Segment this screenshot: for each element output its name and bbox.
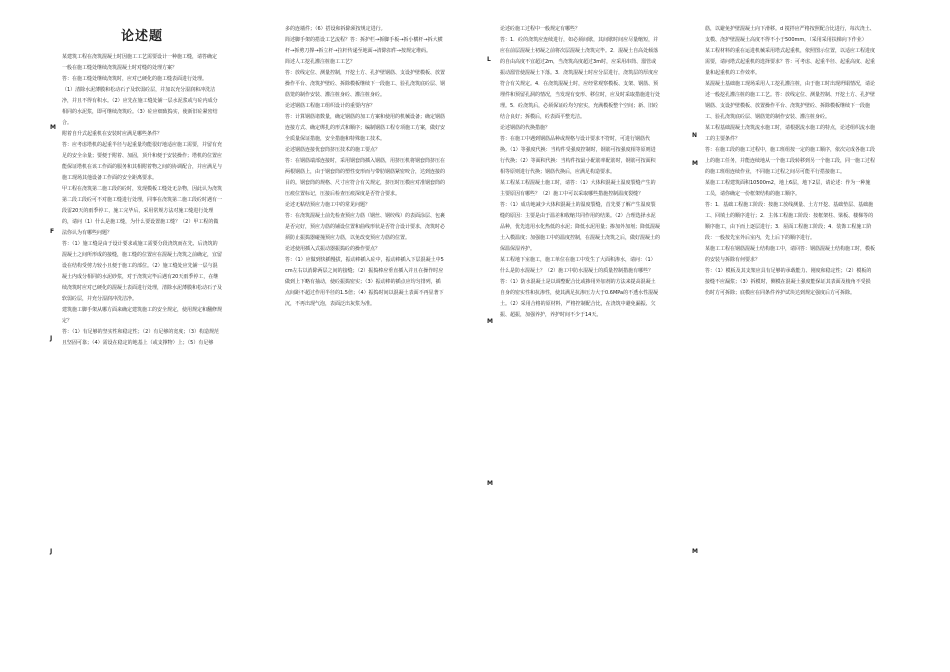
margin-mark: M [692,160,698,167]
paragraph: 答：在浇筑混凝土前先检查预应力筋（钢丝、钢绞线）的表面涂层、包裹是否完好，预应力筋的铺设位置和曲线形状是否符合设计要求，浇筑时必须防止振捣器碰撞预应力筋，以免改变预应力筋的位置。 [285,213,446,241]
paragraph: （1）清除水泥薄膜和松动石子及软弱砼层，并加以充分湿润和冲洗洁净，并且不得有积水。（2）应先在施工缝处铺一层水泥浆或与砼内成分相同的水泥浆，即可继续浇筑砼。（3）砼应细致捣实，使新旧砼紧密结合。 [62,87,218,126]
margin-mark: J [50,335,53,342]
paragraph: 答：（1）有足够的坚实性和稳定性；（2）有足够的宽度；（3）构造规范且坚固可靠；（4）需设在稳定的地基上（或支撑物）上；（5）有足够 [62,329,220,346]
paragraph: 简述脚手架的搭设工艺流程？答：拆护栏→拆脚手板→拆小横杆→拆大横杆→拆剪刀撑→拆立杆→拉杆传递至地面→清除扣件→按规定堆码。 [285,37,443,54]
paragraph: 论述砼施工过程中一般规定有哪些？ [500,26,581,32]
margin-mark: M [692,548,698,555]
paragraph: 答：计算钢筋诸数量，确定钢筋的加工方案和使用的机械设备；确定钢筋连接方式、确定绑扎的形式和顺序；编制钢筋工程专项施工方案，做好安全质量保证措施，安全措施和特殊施工技术。 [285,114,446,142]
paragraph: 答：放线定位、测量控制，开挖土方、孔护壁钢筋、支设护壁模板、放置操作平台、浇筑护壁砼、拆除模板继续下一段施工、验孔浇筑底砼层、钢筋笼的制作安装、灌注桩身砼、灌注桩身砼。 [285,70,446,98]
paragraph: 答：1．砼的浇筑应连续进行，如必须间歇，其间歇时间应尽量缩短，并应在前层混凝土初凝之前将次层混凝土浇筑完毕。2．混凝土自高处倾落的自由高度不宜超过2m，当浇筑高度超过3m时，应采用串筒、溜管或振动溜管使混凝土下落。3．浇筑混凝土时应分层进行，浇筑层的厚度应符合有关规定。4．在浇筑混凝土时，应经常观察模板、支架、钢筋、预埋件和预留孔洞的情况，当发现有变形、移位时，应及时采取措施进行处理。5．砼浇筑后，必须保证砼均匀密实，充满模板整个空间；新、旧砼结合良好；拆模后，砼表面平整光洁。 [500,37,661,120]
paragraph: 论述钢筋的代换措施？ [500,125,551,131]
paragraph: 某混凝土基础施工现场采用人工挖孔灌注桩，由于施工时出现坍塌情况，请论述一般挖孔灌注桩的施工工艺。答：放线定位、测量控制、开挖土方、孔护壁钢筋、支设护壁模板、放置操作平台、浇筑护壁砼、拆除模板继续下一段施工、验孔浇筑底砼层、钢筋笼的制作安装、灌注桩身砼。 [705,81,876,120]
paragraph: 答：1．基础工程施工阶段：按施工放线测量、土方开挖、基础垫层、基础施工、回填土的顺序进行；2．主体工程施工阶段：按框架柱、梁板、楼梯等的顺序施工，由下而上逐层进行；3．屋面工程施工阶段；4．装饰工程施工阶段：一般按先室外后室内，先上后下的顺序进行。 [705,202,874,241]
paragraph: 某工程某工程混凝土施工时，请答：（1）大体积混凝土温度裂缝产生的主要原因有哪些？（2）施工中可以采取哪些措施控制温度裂缝？ [500,180,656,197]
column-4 [705,24,875,299]
paragraph: 某施工工程在钢筋混凝土结构施工中，请回答：钢筋混凝土结构施工时，模板的安装与拆除有何要求？ [705,246,876,263]
column-3 [500,24,660,321]
paragraph: 某工程材料的重在运进机械采用塔式起重机，依照图示位置，以适应工程进度需要，请问塔式起重机的选择要求？答：可考虑、起重半径、起重高度、起重量和起重机的工作效率。 [705,48,876,76]
paragraph: 论述钢筋连接优套筒挤压技术的施工要点？ [285,147,381,153]
paragraph: 简述人工挖孔灌注桩施工工艺？ [285,59,356,65]
margin-mark: F [50,228,55,235]
paragraph: 答：（1）防水混凝土是以调整配合比或掺用外加剂的方法来提高混凝土自身的密实性和抗渗性，使其满足抗渗压力大于0.6MPa的不透水性混凝土。（2）采用合格的原材料，严格控制配合比，在浇筑中避免漏振、欠振、超振，加强养护，养护时间不少于14天。 [500,279,659,318]
paragraph: 一般在施工缝处继续浇筑混凝土时对缝的处理方案？ [62,65,178,71]
paragraph: 论述钢筋工程施工组织设计的重要内容？ [285,103,376,109]
paragraph: 某工程地下室施工，施工单位在施工中发生了大面积渗水，请问：（1）什么是防水混凝土？（2）施工中防水混凝土的质量控制措施有哪些？ [500,257,656,274]
paragraph: 某工程基础混凝土浇筑流水施工时，请根据流水施工的特点，论述组织流水施工的主要条件？ [705,125,876,142]
margin-mark: J [50,548,53,555]
paragraph: 答：在施工中遇到钢筋品种或规格与设计要求不符时，可进行钢筋代换。（1）等强度代换：当构件受强度控制时，钢筋可按强度相等原则进行代换；（2）等面积代换：当构件按最小配筋率配筋时，钢筋可按面积相等原则进行代换；钢筋代换后，应满足构造要求。 [500,136,656,175]
paragraph: 答：在施工段的施工过程中，施工班组按一定的施工顺序，依次完成各施工段上的施工任务，并能连续地从一个施工段转移到另一个施工段，同一施工过程的施工班组连续作业，不同施工过程之间尽可能平行搭接施工。 [705,147,876,175]
paragraph: 答：应考虑塔机的起重半径与起重量均能很好地适应施工需要，并留有充足的安全余量；要便于附着、加固，顶升和便于安装操作；塔机的位置应能保证塔机在该工作面的服务和其相附着物之间的协调配合，并应满足与施工现场其他设备工作面的安全距离要求。 [62,142,223,181]
margin-mark: M [487,480,493,487]
paragraph: 论述无粘结预应力施工中的常见问题？ [285,202,371,208]
margin-mark: M [50,124,56,131]
paragraph: 多的连墙件；（6）搭设和拆除须按规定进行。 [285,26,386,32]
paragraph: 答：在施工缝处继续浇筑时，应对已硬化的施工缝表面进行处理。 [62,76,208,82]
paragraph: 甲工程在浇筑第二施工段的砼时，发现模板工缝处无杂物，因此认为浇筑第二段工段砼可不对施工缝进行处理，同事在浇筑第二施工段砼时遇有一段雷20天的雨季停工，施工完毕后，采用常规方法对施工缝进行处理的，请问（1）什么是施工缝，为什么要设置施工缝？（2）甲工程的做法你认为有哪些问题？ [62,186,223,236]
column-1 [62,24,222,349]
margin-mark: N [692,132,698,139]
margin-mark: M [487,318,493,325]
margin-mark: L [487,56,491,63]
paragraph: 论述使用插入式振动器振捣砼的操作要点？ [285,246,381,252]
paragraph: 某建筑工程在浇筑混凝土时因施工工艺需要设计一种施工缝，请答确定 [62,54,218,60]
paragraph: 答：在钢筋端部连接时，采用钢套筒插入钢筋，用挤压机将钢套筒挤压在两根钢筋上，由于钢套筒的塑性变形而与带肋钢筋紧密咬合，达到连接的目的。钢套筒的规格、尺寸应符合有关规定，挤压时压模应对准钢套筒的压痕位置标记，压接后检查压痕深度是否符合要求。 [285,158,446,197]
page-title: 论述题 [120,29,163,44]
paragraph: 建筑施工脚手架从哪方面来确定建筑施工的安全规定，使用规定和翻修规定？ [62,307,223,324]
paragraph: 答：（1）施工缝是由于设计要求或施工需要分段浇筑而在先、后浇筑的混凝土之间所形成的接缝，施工缝的位置应在混凝土浇筑之前确定，宜留设在结构受剪力较小且便于施工的部位。（2）施工缝处应先铺一层与混凝土内成分相同的水泥砂浆，对于浇筑完毕后遇有20天雨季停工，在继续浇筑时应对已硬化的混凝土表面进行处理，清除水泥薄膜和松动石子及软弱砼层，并充分湿润冲洗洁净。 [62,241,223,302]
paragraph: 答：（1）成功地减少大体积混凝土的温度裂缝，首先要了解产生温度裂缝的原因：主要是由于温差和收缩共同作用的结果。（2）合理选择水泥品种，优先选用水化热低的水泥；降低水泥用量；掺加外加剂；降低混凝土入模温度；加强施工中的温度控制，在混凝土浇筑之后，做好混凝土的保温保湿养护。 [500,202,661,252]
paragraph: 筋，以避免护壁混凝土向下滑移。d 搅拌应严格按照配合比进行，每次浇土、支模、浇护壁混凝土高度不得不小于500mm。（采用采用扶梯向下作业） [705,26,875,43]
column-2 [285,24,445,310]
paragraph: 答：（1）模板及其支架应具有足够的承载能力、刚度和稳定性；（2）模板的接缝不应漏浆；（3）拆模时，侧模在混凝土强度能保证其表面及棱角不受损伤时方可拆除；底模应在同条件养护试块达到规定强度后方可拆除。 [705,268,872,296]
paragraph: 答：（1）应做到快插慢拔，振动棒插入砼中，振动棒插入下层混凝土中5cm左右以消除两层之间的接缝；（2）振捣棒应垂直插入并且在操作时应做到上下略有抽动，使砼振捣密实；（3）振动棒的插点应均匀排列，插点间距不超过作用半径的1.5倍；（4）振捣时间以混凝土表面不再显著下沉，不再出现气泡，表面泛出灰浆为准。 [285,257,444,307]
paragraph: 某施工工程建筑面积10500m2，地上6层，地下2层，请论述：作为一种施工员，请你确定一份框架结构的施工顺序。 [705,180,871,197]
paragraph: 附着自升式起重机在安装时应满足哪些条件？ [62,131,163,137]
